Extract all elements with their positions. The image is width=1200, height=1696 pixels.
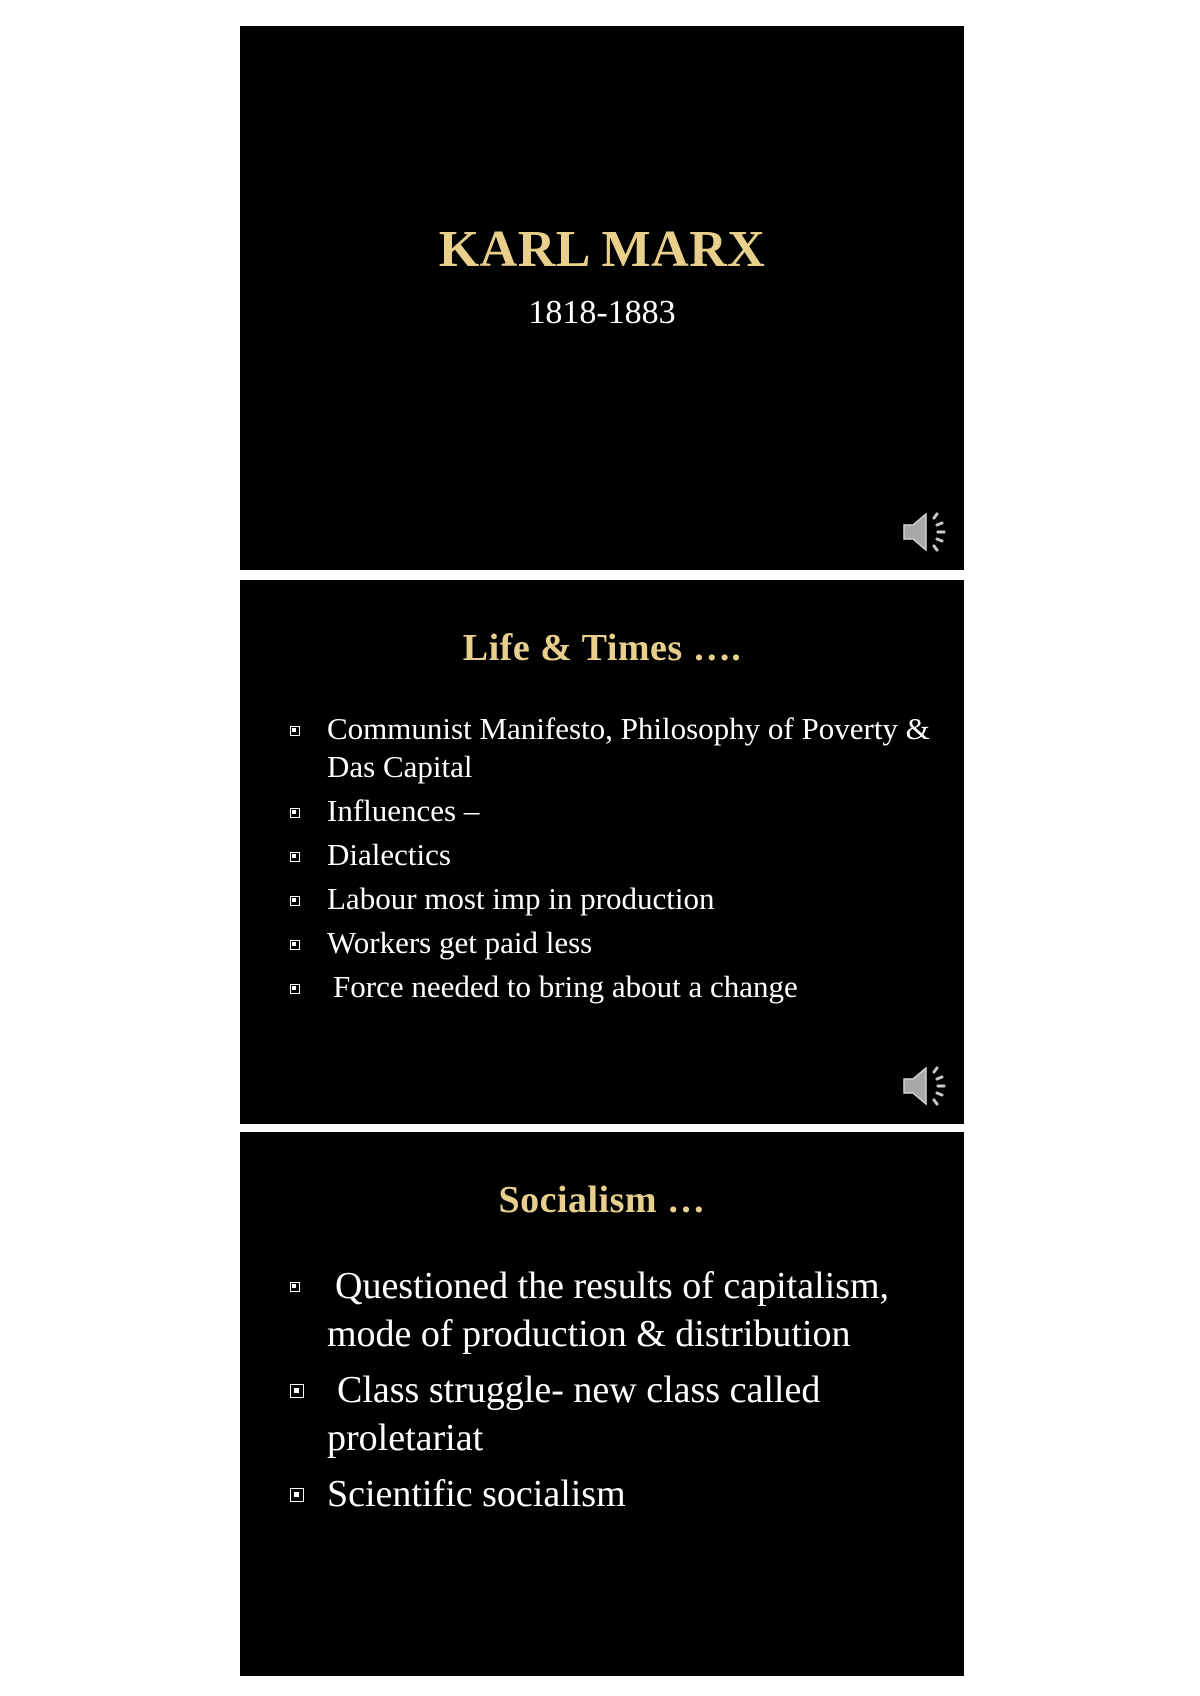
speaker-icon[interactable] bbox=[900, 1062, 950, 1110]
square-bullet-icon bbox=[290, 984, 300, 994]
slide-title: KARL MARX bbox=[438, 221, 766, 278]
list-item bbox=[327, 968, 937, 1006]
slide-title: Socialism … bbox=[498, 1179, 706, 1221]
slide-title: Life & Times …. bbox=[462, 627, 742, 669]
square-bullet-icon bbox=[290, 1282, 300, 1292]
list-item bbox=[327, 1470, 937, 1518]
list-item bbox=[327, 792, 937, 830]
bullet-list bbox=[327, 710, 937, 1006]
square-bullet-icon bbox=[290, 808, 300, 818]
slide-title-karl-marx bbox=[240, 26, 964, 570]
list-item-text: Influences – bbox=[327, 793, 480, 828]
list-item-text: Force needed to bring about a change bbox=[333, 969, 798, 1004]
square-bullet-icon bbox=[290, 1384, 304, 1398]
list-item bbox=[327, 710, 937, 786]
square-bullet-icon bbox=[290, 940, 300, 950]
slide-subtitle: 1818-1883 bbox=[528, 294, 676, 331]
list-item bbox=[327, 1262, 937, 1358]
list-item bbox=[327, 836, 937, 874]
list-item-text: Scientific socialism bbox=[327, 1473, 626, 1515]
list-item-text: Labour most imp in production bbox=[327, 881, 715, 916]
square-bullet-icon bbox=[290, 1488, 304, 1502]
list-item-text: Communist Manifesto, Philosophy of Poverty & Das Capital bbox=[327, 711, 930, 784]
slide-socialism bbox=[240, 1132, 964, 1676]
square-bullet-icon bbox=[290, 896, 300, 906]
square-bullet-icon bbox=[290, 852, 300, 862]
speaker-icon[interactable] bbox=[900, 508, 950, 556]
list-item-text: Workers get paid less bbox=[327, 925, 593, 960]
list-item-text: Dialectics bbox=[327, 837, 451, 872]
square-bullet-icon bbox=[290, 726, 300, 736]
list-item bbox=[327, 1366, 937, 1462]
list-item-text: Class struggle- new class called proletariat bbox=[327, 1369, 821, 1459]
list-item-text: Questioned the results of capitalism, mode of production & distribution bbox=[327, 1265, 890, 1355]
bullet-list bbox=[327, 1262, 937, 1518]
list-item bbox=[327, 924, 937, 962]
list-item bbox=[327, 880, 937, 918]
slide-life-and-times bbox=[240, 580, 964, 1124]
